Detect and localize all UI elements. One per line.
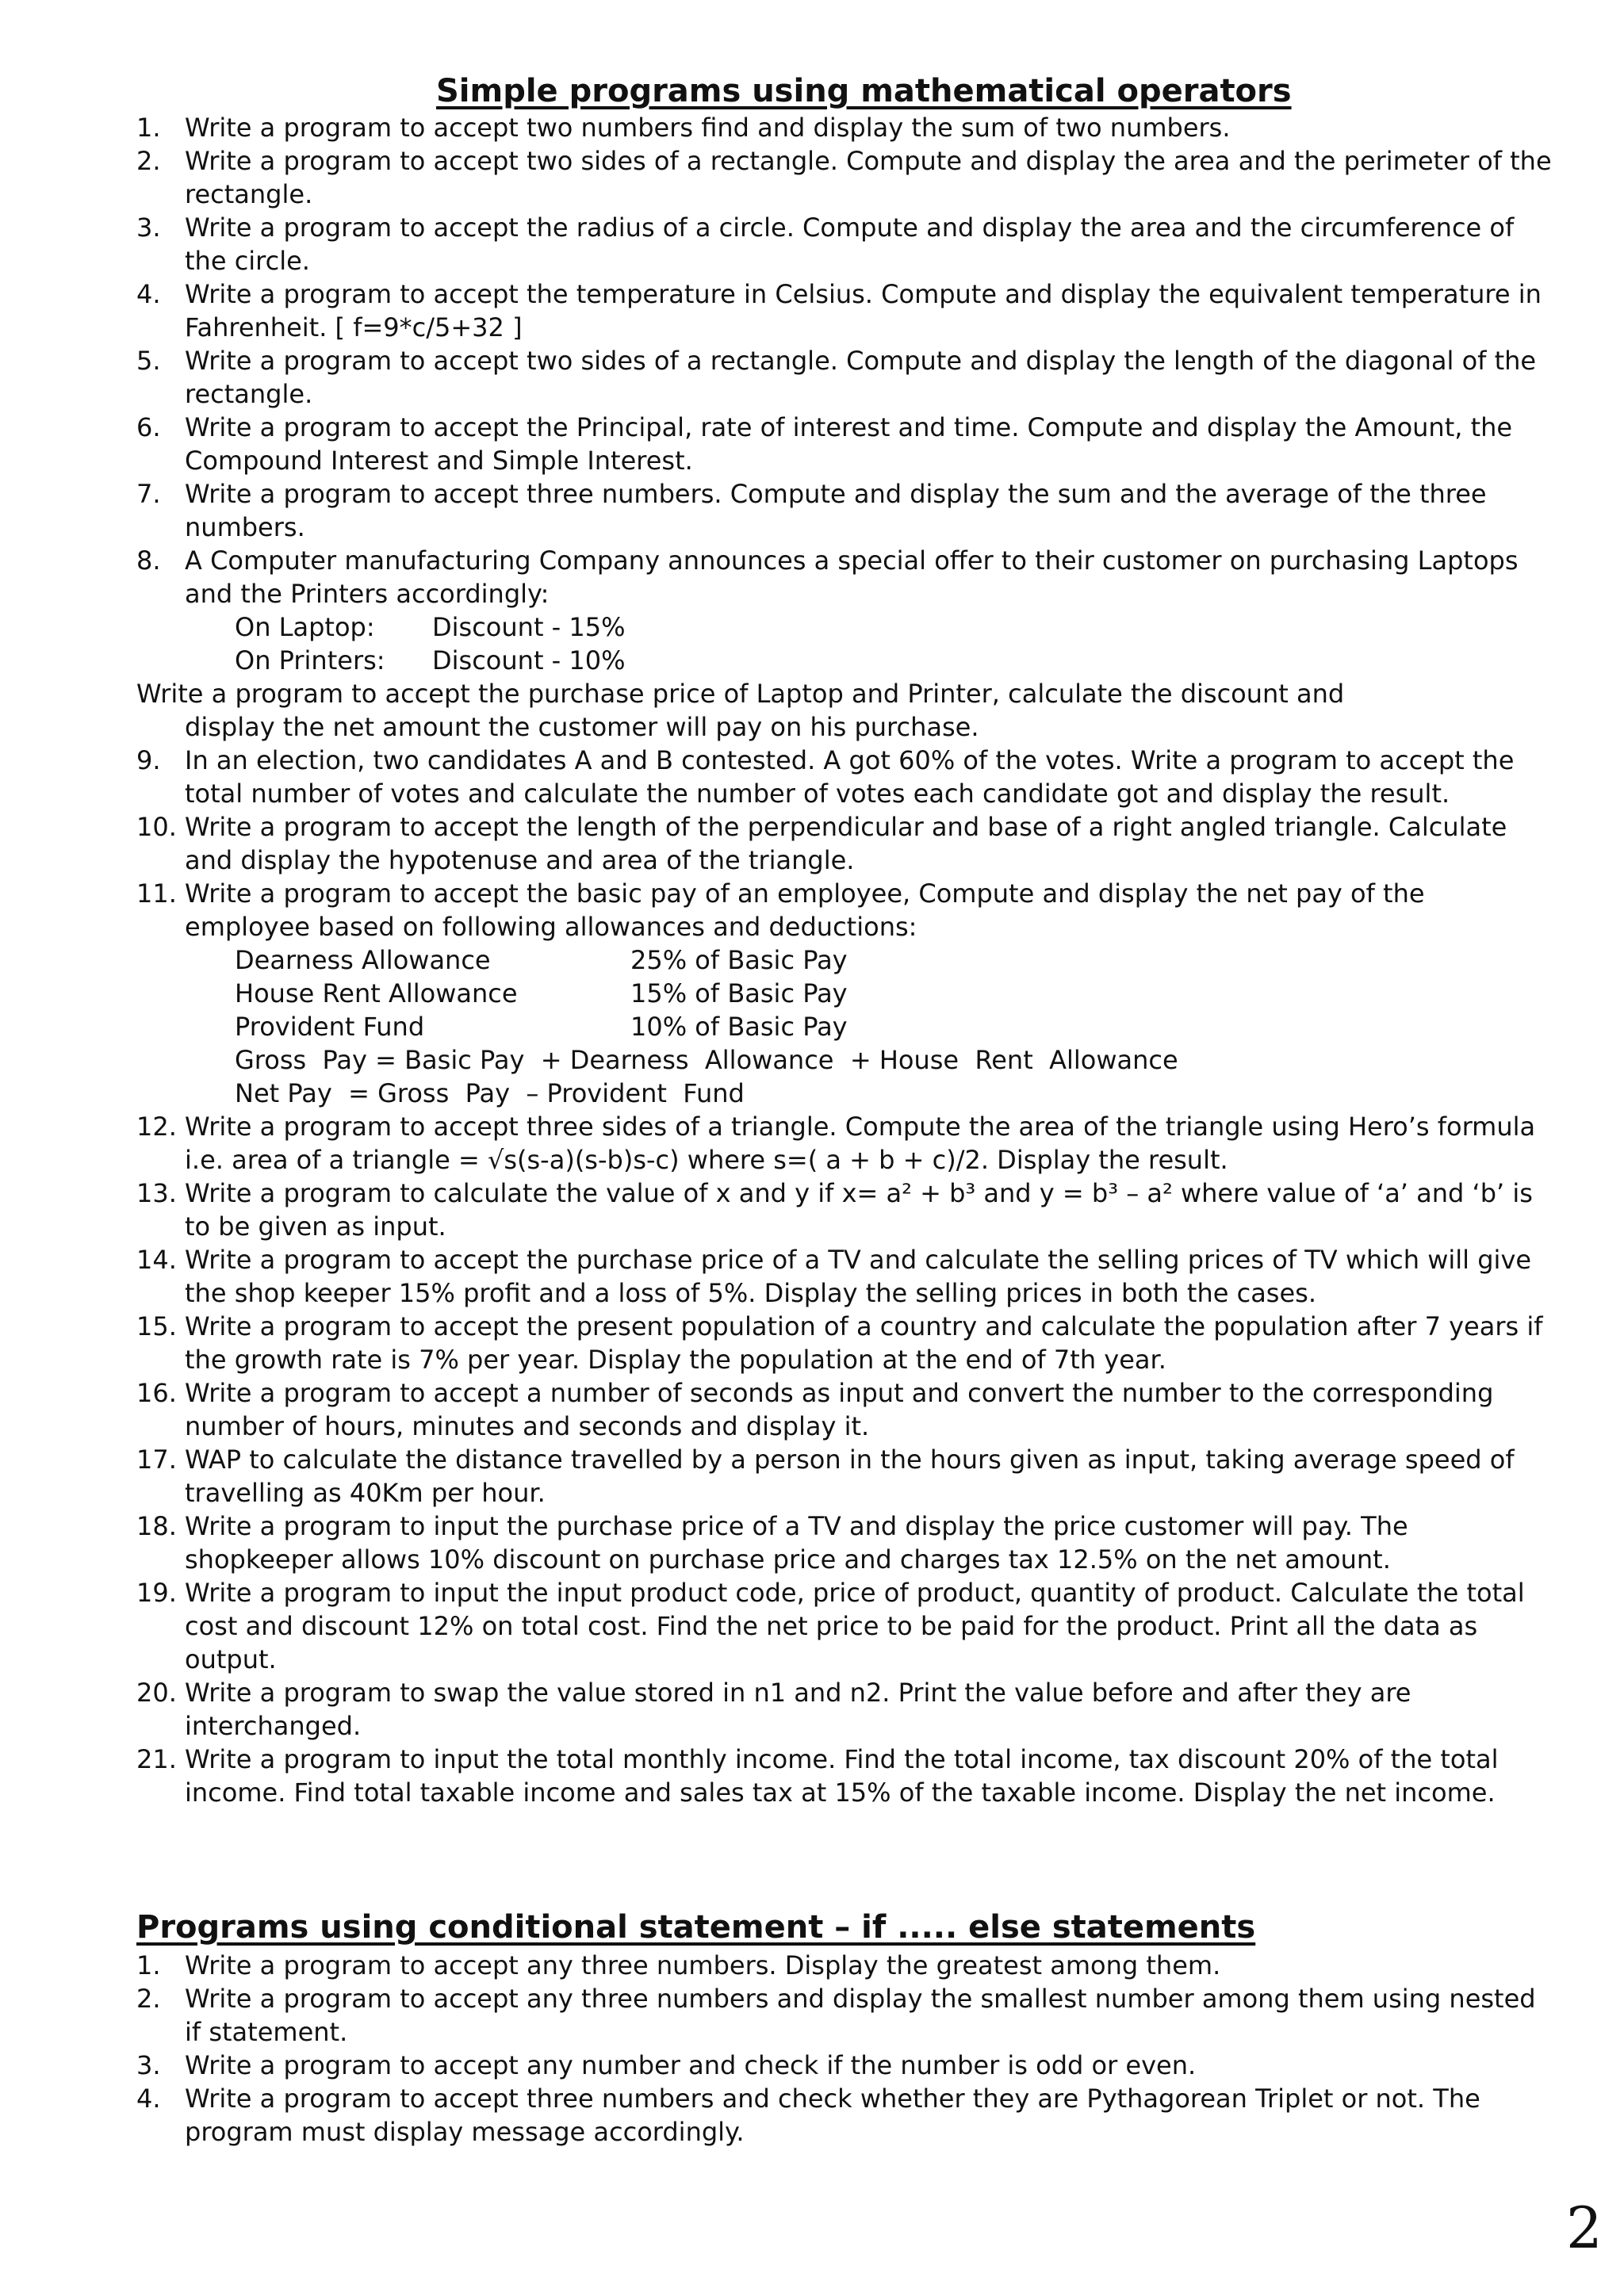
- list-item: [0, 1177, 1557, 1243]
- item-text: Write a program to input the purchase price of a TV and display the price customer will pay. The shopkeeper allows 10% discount on purchase price and charges tax 12.5% on the net amount.: [185, 1511, 1408, 1575]
- item-number: 7.: [136, 479, 161, 509]
- offer-row-printer: [0, 644, 1624, 677]
- item-number: 13.: [136, 1178, 177, 1208]
- item-text: Write a program to accept the present population of a country and calculate the population after 7 years if the growth rate is 7% per year. Display the population at the end of 7th year.: [185, 1311, 1543, 1375]
- item-text: A Computer manufacturing Company announces a special offer to their customer on purchasing Laptops and the Printers accordingly:: [185, 545, 1519, 609]
- item-text: WAP to calculate the distance travelled by a person in the hours given as input, taking average speed of travelling as 40Km per hour.: [185, 1445, 1515, 1508]
- item-text: Write a program to accept three numbers. Compute and display the sum and the average of the three numbers.: [185, 479, 1487, 542]
- item-number: 18.: [136, 1511, 177, 1541]
- list-item: [0, 1310, 1557, 1376]
- list-item: [0, 2049, 1557, 2082]
- item-number: 10.: [136, 812, 177, 842]
- allowance-row: [0, 943, 1624, 977]
- list-item: [0, 744, 1557, 810]
- list-item: [0, 277, 1557, 344]
- item-number: 8.: [136, 545, 161, 576]
- list-item: [0, 411, 1557, 477]
- item-number: 4.: [136, 279, 161, 309]
- item-number: 6.: [136, 412, 161, 442]
- math-items-12-21: [0, 1110, 1624, 1809]
- item-text: Write a program to input the input product code, price of product, quantity of product. Calculate the total cost and discount 12% on total cost. Find the net price to be paid for the product. Print all the data as output.: [185, 1578, 1525, 1674]
- item-text: Write a program to accept the length of the perpendicular and base of a right angled triangle. Calculate and display the hypotenuse and area of the triangle.: [185, 812, 1507, 875]
- item-number: 2.: [136, 1984, 161, 2014]
- offer-row-laptop: [0, 610, 1624, 644]
- list-item: [0, 344, 1557, 411]
- item-8-tail-rest: display the net amount the customer will pay on his purchase.: [185, 712, 979, 742]
- section-title-math-operators: Simple programs using mathematical operators: [436, 73, 1292, 109]
- list-item: [0, 877, 1557, 943]
- item-text: Write a program to accept the basic pay of an employee, Compute and display the net pay of the employee based on following allowances and deductions:: [185, 878, 1425, 942]
- item-text: In an election, two candidates A and B contested. A got 60% of the votes. Write a program to accept the total number of votes and calculate the number of votes each candidate got and display the result.: [185, 745, 1515, 809]
- item-8-tail-line: Write a program to accept the purchase price of Laptop and Printer, calculate the discount and: [136, 679, 1345, 709]
- item-text: Write a program to accept the Principal, rate of interest and time. Compute and display the Amount, the Compound Interest and Simple Interest.: [185, 412, 1513, 476]
- item-text: Write a program to accept the radius of a circle. Compute and display the area and the circumference of the circle.: [185, 212, 1515, 276]
- item-text: Write a program to accept any number and check if the number is odd or even.: [185, 2050, 1197, 2080]
- list-item: [0, 477, 1557, 544]
- list-item: [0, 1676, 1557, 1743]
- item-text: Write a program to accept a number of seconds as input and convert the number to the corresponding number of hours, minutes and seconds and display it.: [185, 1378, 1494, 1441]
- conditional-list: [0, 1949, 1624, 2149]
- allowance-value: 25% of Basic Pay: [630, 945, 848, 975]
- item-text: Write a program to accept the purchase price of a TV and calculate the selling prices of TV which will give the shop keeper 15% profit and a loss of 5%. Display the selling prices in both the cases.: [185, 1245, 1532, 1308]
- item-text: Write a program to accept two numbers find and display the sum of two numbers.: [185, 113, 1231, 143]
- item-number: 11.: [136, 878, 177, 909]
- net-pay-formula: Net Pay = Gross Pay – Provident Fund: [235, 1078, 745, 1108]
- math-items-9-11: [0, 744, 1624, 943]
- item-text: Write a program to accept any three numbers. Display the greatest among them.: [185, 1950, 1221, 1980]
- item-8-continuation: [0, 677, 1556, 744]
- item-text: Write a program to accept the temperature in Celsius. Compute and display the equivalent temperature in Fahrenheit. [ f=9*c/5+32 ]: [185, 279, 1542, 342]
- item-number: 3.: [136, 212, 161, 243]
- item-text: Write a program to accept three numbers and check whether they are Pythagorean Triplet or not. The program must display message accordingly.: [185, 2084, 1480, 2147]
- list-item: [0, 1510, 1557, 1576]
- page-number: 2: [1566, 2195, 1603, 2261]
- section-title-conditional: Programs using conditional statement – if ..... else statements: [136, 1909, 1256, 1946]
- item-text: Write a program to accept three sides of a triangle. Compute the area of the triangle using Hero’s formula i.e. area of a triangle = √s(s-a)(s-b)s-c) where s=( a + b + c)/2. Display the result.: [185, 1112, 1536, 1175]
- item-number: 20.: [136, 1678, 177, 1708]
- offer-label: On Laptop:: [235, 612, 375, 642]
- list-item: [0, 544, 1557, 610]
- offer-value: Discount - 15%: [432, 612, 626, 642]
- item-number: 14.: [136, 1245, 177, 1275]
- list-item: [0, 111, 1557, 144]
- offer-value: Discount - 10%: [432, 645, 626, 675]
- list-item: [0, 1443, 1557, 1510]
- list-item: [0, 144, 1557, 211]
- item-number: 9.: [136, 745, 161, 775]
- item-text: Write a program to input the total monthly income. Find the total income, tax discount 20% of the total income. Find total taxable income and sales tax at 15% of the taxable income. Display the net income.: [185, 1744, 1499, 1808]
- item-number: 16.: [136, 1378, 177, 1408]
- list-item: [0, 211, 1557, 277]
- allowance-row: [0, 977, 1624, 1010]
- list-item: [0, 1243, 1557, 1310]
- math-items-1-8: [0, 111, 1624, 610]
- allowance-value: 10% of Basic Pay: [630, 1012, 848, 1042]
- item-number: 4.: [136, 2084, 161, 2114]
- item-number: 5.: [136, 346, 161, 376]
- item-text: Write a program to accept two sides of a rectangle. Compute and display the length of the diagonal of the rectangle.: [185, 346, 1537, 409]
- item-number: 1.: [136, 113, 161, 143]
- conditional-items: [0, 1949, 1624, 2149]
- item-number: 17.: [136, 1445, 177, 1475]
- list-item: [0, 1949, 1557, 1982]
- item-number: 12.: [136, 1112, 177, 1142]
- offer-label: On Printers:: [235, 645, 385, 675]
- item-number: 2.: [136, 146, 161, 176]
- list-item: [0, 1743, 1557, 1809]
- item-text: Write a program to swap the value stored in n1 and n2. Print the value before and after they are interchanged.: [185, 1678, 1411, 1741]
- item-text: Write a program to calculate the value of x and y if x= a² + b³ and y = b³ – a² where value of ‘a’ and ‘b’ is to be given as input.: [185, 1178, 1533, 1242]
- list-item: [0, 1982, 1557, 2049]
- list-item: [0, 2082, 1557, 2149]
- list-item: [0, 1376, 1557, 1443]
- item-number: 1.: [136, 1950, 161, 1980]
- allowance-label: House Rent Allowance: [235, 978, 518, 1008]
- allowance-row: [0, 1010, 1624, 1043]
- item-number: 15.: [136, 1311, 177, 1341]
- item-number: 3.: [136, 2050, 161, 2080]
- list-item: [0, 1110, 1557, 1177]
- gross-pay-formula: Gross Pay = Basic Pay + Dearness Allowance + House Rent Allowance: [235, 1045, 1178, 1075]
- allowance-label: Provident Fund: [235, 1012, 425, 1042]
- list-item: [0, 810, 1557, 877]
- item-text: Write a program to accept any three numbers and display the smallest number among them using nested if statement.: [185, 1984, 1536, 2047]
- list-item: [0, 1576, 1557, 1676]
- item-number: 19.: [136, 1578, 177, 1608]
- allowance-label: Dearness Allowance: [235, 945, 491, 975]
- allowance-value: 15% of Basic Pay: [630, 978, 848, 1008]
- math-operators-list: [0, 111, 1624, 1809]
- item-text: Write a program to accept two sides of a rectangle. Compute and display the area and the perimeter of the rectangle.: [185, 146, 1552, 209]
- item-number: 21.: [136, 1744, 177, 1774]
